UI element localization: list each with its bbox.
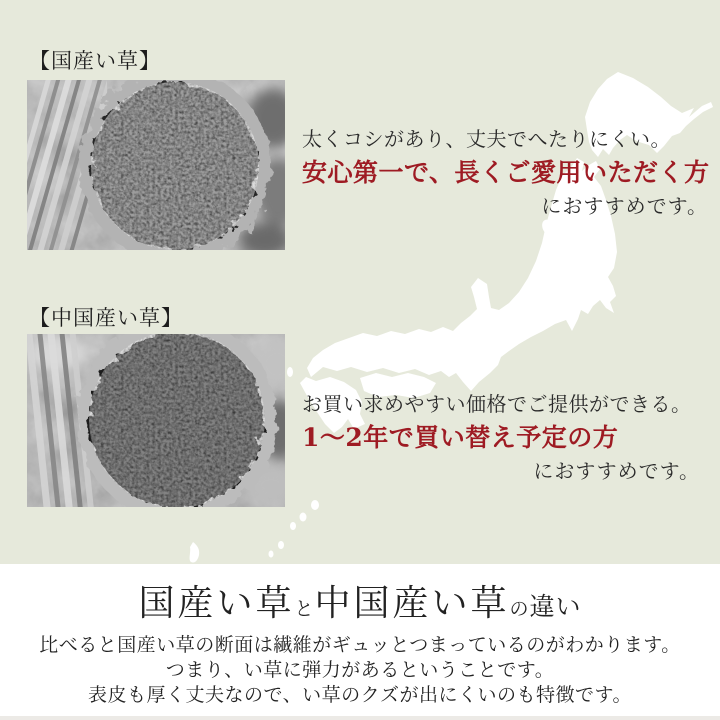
chinese-desc-line1: お買い求めやすい価格でご提供ができる。 <box>302 392 692 416</box>
bottom-edge-strip <box>0 716 720 720</box>
comparison-line3: 表皮も厚く丈夫なので、い草のクズが出にくいのも特徴です。 <box>88 684 632 706</box>
chinese-igusa-description <box>302 390 700 487</box>
title-and: と <box>294 598 315 620</box>
domestic-igusa-label: 【国産い草】 <box>29 49 161 73</box>
comparison-body <box>0 633 720 708</box>
comparison-line1: 比べると国産い草の断面は繊維がギュッとつまっているのがわかります。 <box>39 634 681 656</box>
title-no: の <box>509 598 530 620</box>
domestic-igusa-description <box>302 125 708 222</box>
title-difference: 違い <box>529 592 582 621</box>
comparison-line2: つまり、い草に弾力があるということです。 <box>165 659 555 681</box>
title-domestic-igusa: 国産い草 <box>138 583 295 624</box>
title-chinese-igusa: 中国産い草 <box>314 583 510 624</box>
comparison-title <box>0 575 720 626</box>
domestic-desc-emphasis: 安心第一で、長くご愛用いただく方 <box>302 158 710 187</box>
domestic-desc-line3: におすすめです。 <box>541 194 708 218</box>
chinese-desc-emphasis: 1〜2年で買い替え予定の方 <box>302 423 619 452</box>
chinese-desc-line3: におすすめです。 <box>533 459 700 483</box>
comparison-section <box>0 564 720 720</box>
domestic-igusa-cross-section-photo <box>27 80 285 250</box>
domestic-desc-line1: 太くコシがあり、丈夫でへたりにくい。 <box>302 127 671 151</box>
chinese-igusa-label: 【中国産い草】 <box>29 306 183 330</box>
chinese-igusa-cross-section-photo <box>27 334 285 507</box>
